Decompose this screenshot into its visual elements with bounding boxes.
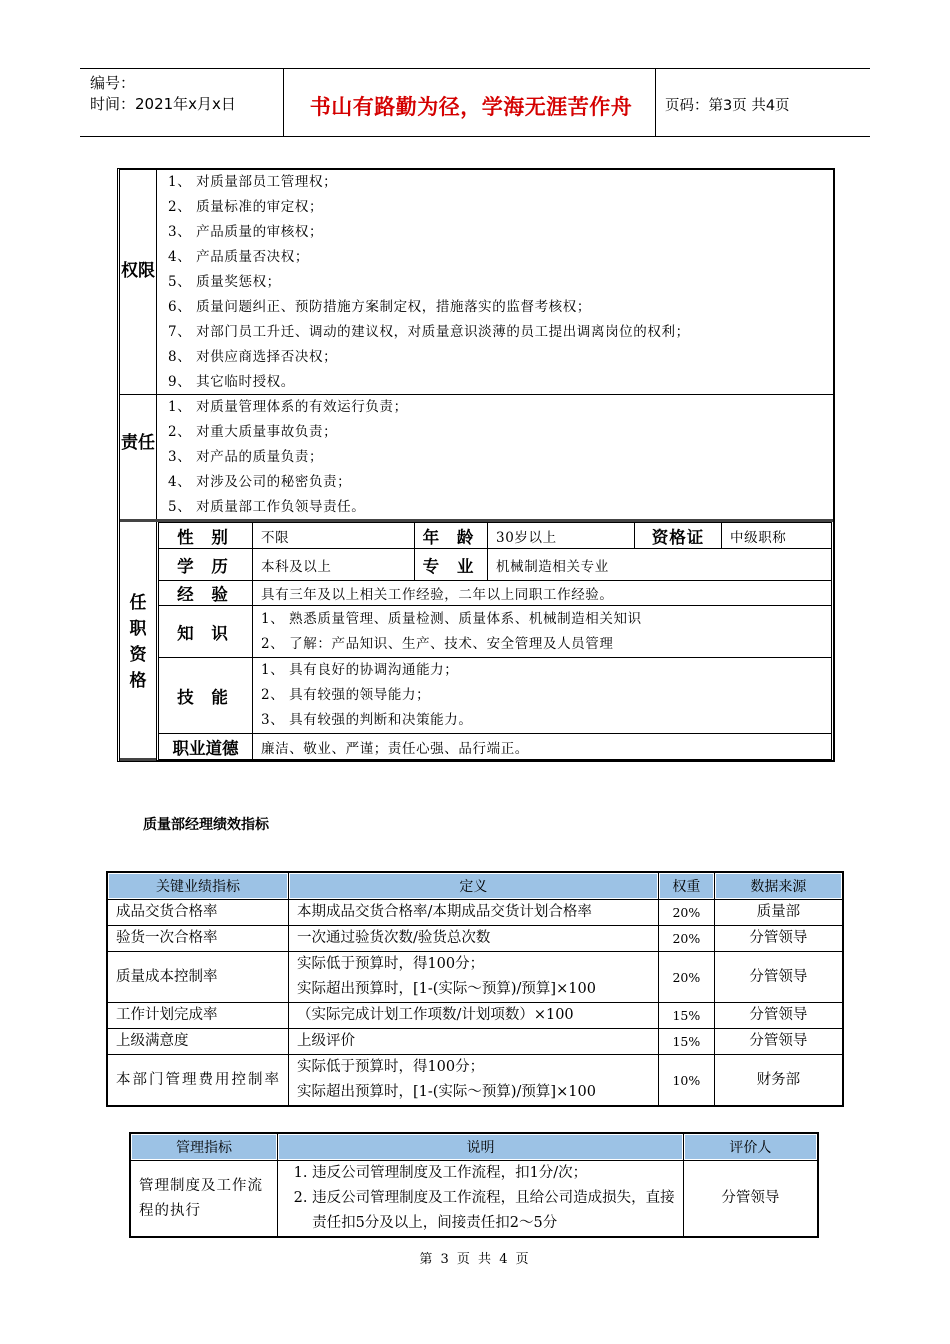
experience-value: 具有三年及以上相关工作经验，二年以上同职工作经验。	[252, 580, 832, 606]
management-row	[130, 1161, 818, 1238]
kpi-title: 质量部经理绩效指标	[143, 817, 269, 833]
responsibility-list	[168, 395, 408, 520]
kpi-name: 本部门管理费用控制率	[107, 1055, 288, 1107]
qualification-label: 任职资格	[129, 593, 147, 691]
management-item: 1. 违反公司管理制度及工作流程，扣1分/次；	[312, 1161, 675, 1186]
category-divider	[156, 170, 157, 760]
header-motto: 书山有路勤为径，学海无涯苦作舟	[309, 95, 633, 119]
kpi-header: 数据来源	[714, 872, 843, 900]
kpi-row	[107, 926, 843, 952]
page-footer: 第 3 页 共 4 页	[419, 1252, 531, 1267]
header-divider	[283, 69, 284, 136]
kpi-source: 分管领导	[714, 926, 843, 952]
education-value: 本科及以上	[252, 548, 415, 581]
responsibility-item: 4、 对涉及公司的秘密负责；	[168, 474, 352, 490]
age-value: 30岁以上	[487, 522, 635, 549]
kpi-source: 财务部	[714, 1055, 843, 1107]
kpi-header: 关键业绩指标	[107, 872, 288, 900]
age-label: 年 龄	[414, 522, 488, 549]
authority-item: 7、 对部门员工升迁、调动的建议权，对质量意识淡薄的员工提出调离岗位的权利；	[168, 324, 690, 340]
kpi-definition: 一次通过验货次数/验货总次数	[288, 926, 658, 952]
responsibility-item: 3、 对产品的质量负责；	[168, 449, 324, 465]
kpi-name: 成品交货合格率	[107, 900, 288, 926]
authority-list	[168, 170, 690, 395]
authority-item: 1、 对质量部员工管理权；	[168, 174, 338, 190]
header-meta	[90, 73, 236, 115]
major-label: 专 业	[414, 548, 488, 581]
management-description	[278, 1161, 684, 1238]
bottom-mark	[120, 758, 156, 761]
certificate-label: 资格证	[634, 522, 722, 549]
authority-item: 9、 其它临时授权。	[168, 374, 295, 390]
document-number: 编号：	[90, 74, 136, 92]
kpi-weight: 20%	[658, 952, 714, 1003]
kpi-definition: 实际低于预算时，得100分； 实际超出预算时，[1-(实际～预算)/预算]×100	[288, 952, 658, 1003]
kpi-header-row	[107, 872, 843, 900]
management-item: 2. 违反公司管理制度及工作流程，且给公司造成损失，直接责任扣5分及以上，间接责任扣2～5分	[312, 1186, 675, 1236]
management-header: 评价人	[683, 1133, 818, 1161]
kpi-header: 权重	[658, 872, 714, 900]
kpi-name: 验货一次合格率	[107, 926, 288, 952]
kpi-definition: 本期成品交货合格率/本期成品交货计划合格率	[288, 900, 658, 926]
kpi-row	[107, 1055, 843, 1107]
kpi-row	[107, 1029, 843, 1055]
kpi-name: 上级满意度	[107, 1029, 288, 1055]
kpi-row	[107, 952, 843, 1003]
responsibility-item: 5、 对质量部工作负领导责任。	[168, 499, 366, 515]
kpi-definition: 实际低于预算时，得100分； 实际超出预算时，[1-(实际～预算)/预算]×100	[288, 1055, 658, 1107]
education-label: 学 历	[158, 548, 253, 581]
knowledge-label: 知 识	[158, 605, 253, 658]
skill-item: 3、 具有较强的判断和决策能力。	[261, 712, 473, 728]
authority-item: 8、 对供应商选择否决权；	[168, 349, 338, 365]
skills-value	[252, 657, 832, 734]
authority-item: 4、 产品质量否决权；	[168, 249, 309, 265]
knowledge-value	[252, 605, 832, 658]
management-name: 管理制度及工作流程的执行	[130, 1161, 278, 1238]
responsibility-item: 2、 对重大质量事故负责；	[168, 424, 338, 440]
kpi-row	[107, 900, 843, 926]
authority-label: 权限	[121, 261, 155, 281]
kpi-source: 分管领导	[714, 1029, 843, 1055]
kpi-source: 分管领导	[714, 952, 843, 1003]
kpi-definition: 上级评价	[288, 1029, 658, 1055]
kpi-name: 工作计划完成率	[107, 1003, 288, 1029]
header-divider	[655, 69, 656, 136]
management-header: 管理指标	[130, 1133, 278, 1161]
kpi-header: 定义	[288, 872, 658, 900]
kpi-weight: 10%	[658, 1055, 714, 1107]
duties-table	[117, 168, 835, 762]
kpi-weight: 15%	[658, 1029, 714, 1055]
kpi-name: 质量成本控制率	[107, 952, 288, 1003]
experience-label: 经 验	[158, 580, 253, 606]
ethics-label: 职业道德	[158, 733, 253, 760]
kpi-row	[107, 1003, 843, 1029]
page-header	[80, 68, 870, 137]
skills-label: 技 能	[158, 657, 253, 734]
kpi-weight: 20%	[658, 926, 714, 952]
management-header: 说明	[278, 1133, 684, 1161]
kpi-weight: 20%	[658, 900, 714, 926]
major-value: 机械制造相关专业	[487, 548, 832, 581]
knowledge-item: 2、 了解：产品知识、生产、技术、安全管理及人员管理	[261, 635, 614, 652]
responsibility-item: 1、 对质量管理体系的有效运行负责；	[168, 399, 408, 415]
kpi-source: 质量部	[714, 900, 843, 926]
gender-label: 性 别	[158, 522, 253, 549]
management-evaluator: 分管领导	[683, 1161, 818, 1238]
responsibility-label: 责任	[121, 433, 155, 453]
gender-value: 不限	[252, 522, 415, 549]
management-header-row	[130, 1133, 818, 1161]
skill-item: 2、 具有较强的领导能力；	[261, 687, 431, 703]
authority-item: 5、 质量奖惩权；	[168, 274, 281, 290]
header-page-info: 页码：第3页 共4页	[665, 98, 790, 114]
ethics-value: 廉洁、敬业、严谨；责任心强、品行端正。	[252, 733, 832, 760]
kpi-source: 分管领导	[714, 1003, 843, 1029]
kpi-table	[106, 871, 844, 1107]
certificate-value: 中级职称	[721, 522, 832, 549]
knowledge-item: 1、 熟悉质量管理、质量检测、质量体系、机械制造相关知识	[261, 610, 642, 627]
authority-item: 2、 质量标准的审定权；	[168, 199, 324, 215]
skill-item: 1、 具有良好的协调沟通能力；	[261, 662, 459, 678]
document-date: 时间：2021年x月x日	[90, 95, 236, 113]
authority-item: 6、 质量问题纠正、预防措施方案制定权，措施落实的监督考核权；	[168, 299, 591, 315]
authority-item: 3、 产品质量的审核权；	[168, 224, 324, 240]
management-table	[129, 1132, 819, 1238]
kpi-weight: 15%	[658, 1003, 714, 1029]
kpi-definition: （实际完成计划工作项数/计划项数）×100	[288, 1003, 658, 1029]
